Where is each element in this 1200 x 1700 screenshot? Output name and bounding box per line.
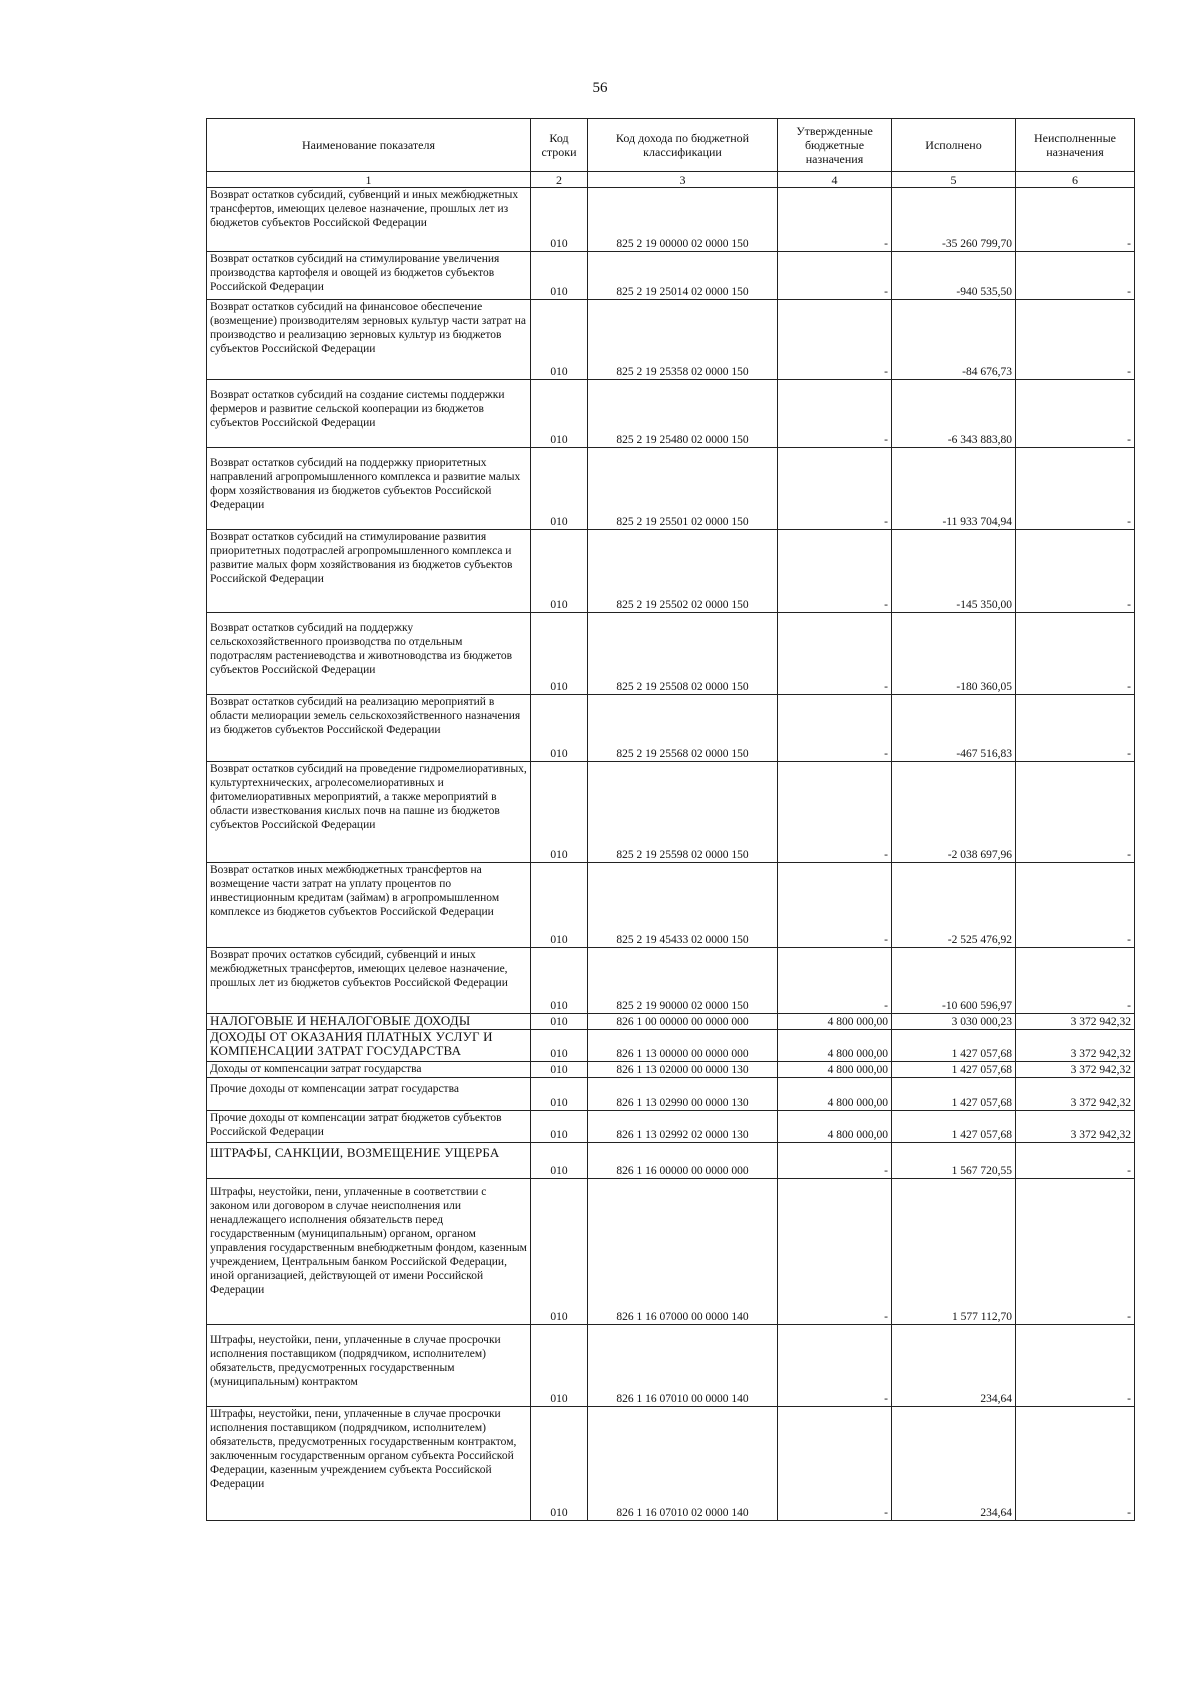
row-unexecuted: - <box>1016 948 1135 1014</box>
row-code: 010 <box>531 530 588 613</box>
table-row <box>207 1407 1135 1521</box>
row-executed: 1 427 057,68 <box>892 1030 1016 1062</box>
row-approved: - <box>778 1179 892 1325</box>
row-unexecuted: - <box>1016 695 1135 762</box>
row-approved: - <box>778 188 892 252</box>
row-approved: - <box>778 1325 892 1407</box>
row-approved: - <box>778 448 892 530</box>
row-kbk: 825 2 19 00000 02 0000 150 <box>588 188 778 252</box>
row-executed: 234,64 <box>892 1325 1016 1407</box>
table-row <box>207 1143 1135 1179</box>
row-approved: - <box>778 530 892 613</box>
row-name: Возврат остатков субсидий на проведение гидромелиоративных, культуртехнических, агролесомелиоративных и фитомелиоративных мероприятий, а также мероприятий в области известкования кислых почв на пашне из бюджетов субъектов Российской Федерации <box>207 762 531 863</box>
row-name: Штрафы, неустойки, пени, уплаченные в случае просрочки исполнения поставщиком (подрядчиком, исполнителем) обязательств, предусмотренных государственным контрактом, заключенным государственным органом субъекта Российской Федерации, казенным учреждением субъекта Российской Федерации <box>207 1407 531 1521</box>
row-unexecuted: - <box>1016 1143 1135 1179</box>
table-row <box>207 613 1135 695</box>
row-approved: 4 800 000,00 <box>778 1111 892 1143</box>
row-code: 010 <box>531 613 588 695</box>
row-unexecuted: - <box>1016 188 1135 252</box>
table-row <box>207 1179 1135 1325</box>
column-number: 5 <box>892 172 1016 188</box>
row-executed: 1 427 057,68 <box>892 1111 1016 1143</box>
row-kbk: 826 1 16 07010 00 0000 140 <box>588 1325 778 1407</box>
row-kbk: 826 1 16 07010 02 0000 140 <box>588 1407 778 1521</box>
row-kbk: 825 2 19 25480 02 0000 150 <box>588 380 778 448</box>
row-name: Штрафы, неустойки, пени, уплаченные в случае просрочки исполнения поставщиком (подрядчиком, исполнителем) обязательств, предусмотренных государственным (муниципальным) контрактом <box>207 1325 531 1407</box>
row-code: 010 <box>531 1111 588 1143</box>
table-row <box>207 1030 1135 1062</box>
table-row <box>207 380 1135 448</box>
row-approved: - <box>778 948 892 1014</box>
row-approved: 4 800 000,00 <box>778 1062 892 1078</box>
row-kbk: 826 1 13 02000 00 0000 130 <box>588 1062 778 1078</box>
header-line-code: Код строки <box>531 119 588 172</box>
row-unexecuted: - <box>1016 448 1135 530</box>
row-code: 010 <box>531 188 588 252</box>
row-name: Возврат остатков субсидий, субвенций и иных межбюджетных трансфертов, имеющих целевое назначение, прошлых лет из бюджетов субъектов Российской Федерации <box>207 188 531 252</box>
row-code: 010 <box>531 1062 588 1078</box>
row-unexecuted: - <box>1016 1407 1135 1521</box>
row-approved: 4 800 000,00 <box>778 1030 892 1062</box>
row-name: Доходы от компенсации затрат государства <box>207 1062 531 1078</box>
row-unexecuted: - <box>1016 863 1135 948</box>
row-kbk: 826 1 13 02990 00 0000 130 <box>588 1078 778 1111</box>
row-code: 010 <box>531 1143 588 1179</box>
row-executed: -940 535,50 <box>892 252 1016 300</box>
row-executed: 3 030 000,23 <box>892 1014 1016 1030</box>
column-number-row <box>207 172 1135 188</box>
row-code: 010 <box>531 252 588 300</box>
row-kbk: 825 2 19 25568 02 0000 150 <box>588 695 778 762</box>
row-kbk: 825 2 19 25598 02 0000 150 <box>588 762 778 863</box>
row-executed: 1 577 112,70 <box>892 1179 1016 1325</box>
table-row <box>207 948 1135 1014</box>
row-name: ДОХОДЫ ОТ ОКАЗАНИЯ ПЛАТНЫХ УСЛУГ И КОМПЕНСАЦИИ ЗАТРАТ ГОСУДАРСТВА <box>207 1030 531 1062</box>
row-code: 010 <box>531 762 588 863</box>
row-code: 010 <box>531 1179 588 1325</box>
page-number: 56 <box>592 80 608 96</box>
row-executed: -35 260 799,70 <box>892 188 1016 252</box>
row-code: 010 <box>531 1407 588 1521</box>
row-approved: - <box>778 613 892 695</box>
column-number: 1 <box>207 172 531 188</box>
row-executed: 1 427 057,68 <box>892 1078 1016 1111</box>
row-executed: -180 360,05 <box>892 613 1016 695</box>
row-executed: -145 350,00 <box>892 530 1016 613</box>
row-approved: - <box>778 762 892 863</box>
row-unexecuted: - <box>1016 1179 1135 1325</box>
row-name: Возврат остатков иных межбюджетных трансфертов на возмещение части затрат на уплату процентов по инвестиционным кредитам (займам) в агропромышленном комплексе из бюджетов субъектов Российской Федерации <box>207 863 531 948</box>
table-row <box>207 695 1135 762</box>
header-budget-classification-code: Код дохода по бюджетной классификации <box>588 119 778 172</box>
row-name: Возврат остатков субсидий на поддержку приоритетных направлений агропромышленного комплекса и развитие малых форм хозяйствования из бюджетов субъектов Российской Федерации <box>207 448 531 530</box>
row-approved: - <box>778 1407 892 1521</box>
table-row <box>207 1062 1135 1078</box>
column-number: 4 <box>778 172 892 188</box>
row-kbk: 825 2 19 25501 02 0000 150 <box>588 448 778 530</box>
row-approved: - <box>778 1143 892 1179</box>
row-approved: - <box>778 863 892 948</box>
row-unexecuted: - <box>1016 613 1135 695</box>
row-unexecuted: - <box>1016 252 1135 300</box>
row-code: 010 <box>531 1078 588 1111</box>
row-name: Прочие доходы от компенсации затрат государства <box>207 1078 531 1111</box>
row-code: 010 <box>531 1030 588 1062</box>
row-kbk: 825 2 19 45433 02 0000 150 <box>588 863 778 948</box>
row-code: 010 <box>531 300 588 380</box>
row-kbk: 825 2 19 25358 02 0000 150 <box>588 300 778 380</box>
row-code: 010 <box>531 448 588 530</box>
header-indicator-name: Наименование показателя <box>207 119 531 172</box>
row-unexecuted: - <box>1016 762 1135 863</box>
row-kbk: 826 1 13 02992 02 0000 130 <box>588 1111 778 1143</box>
row-name: Прочие доходы от компенсации затрат бюджетов субъектов Российской Федерации <box>207 1111 531 1143</box>
table-row <box>207 1325 1135 1407</box>
table-row <box>207 1111 1135 1143</box>
column-number: 2 <box>531 172 588 188</box>
row-unexecuted: - <box>1016 1325 1135 1407</box>
row-code: 010 <box>531 695 588 762</box>
row-approved: - <box>778 300 892 380</box>
row-kbk: 825 2 19 90000 02 0000 150 <box>588 948 778 1014</box>
table-row <box>207 863 1135 948</box>
row-code: 010 <box>531 948 588 1014</box>
row-name: Штрафы, неустойки, пени, уплаченные в соответствии с законом или договором в случае неисполнения или ненадлежащего исполнения обязательств перед государственным (муниципальным) органом, органом управления государственным внебюджетным фондом, казенным учреждением, Центральным банком Российской Федерации, иной организацией, действующей от имени Российской Федерации <box>207 1179 531 1325</box>
row-kbk: 826 1 16 00000 00 0000 000 <box>588 1143 778 1179</box>
table-row <box>207 1078 1135 1111</box>
table-row <box>207 188 1135 252</box>
row-executed: -11 933 704,94 <box>892 448 1016 530</box>
row-name: ШТРАФЫ, САНКЦИИ, ВОЗМЕЩЕНИЕ УЩЕРБА <box>207 1143 531 1179</box>
table-row <box>207 530 1135 613</box>
row-kbk: 825 2 19 25014 02 0000 150 <box>588 252 778 300</box>
row-code: 010 <box>531 380 588 448</box>
row-unexecuted: 3 372 942,32 <box>1016 1030 1135 1062</box>
row-unexecuted: 3 372 942,32 <box>1016 1014 1135 1030</box>
header-executed: Исполнено <box>892 119 1016 172</box>
row-name: Возврат остатков субсидий на реализацию мероприятий в области мелиорации земель сельскохозяйственного назначения из бюджетов субъектов Российской Федерации <box>207 695 531 762</box>
row-name: Возврат остатков субсидий на создание системы поддержки фермеров и развитие сельской кооперации из бюджетов субъектов Российской Федерации <box>207 380 531 448</box>
table-row <box>207 762 1135 863</box>
row-executed: 234,64 <box>892 1407 1016 1521</box>
row-name: Возврат остатков субсидий на финансовое обеспечение (возмещение) производителям зерновых культур части затрат на производство и реализацию зерновых культур из бюджетов субъектов Российской Федерации <box>207 300 531 380</box>
table-row <box>207 1014 1135 1030</box>
row-unexecuted: - <box>1016 530 1135 613</box>
row-name: НАЛОГОВЫЕ И НЕНАЛОГОВЫЕ ДОХОДЫ <box>207 1014 531 1030</box>
row-unexecuted: - <box>1016 300 1135 380</box>
row-executed: -10 600 596,97 <box>892 948 1016 1014</box>
table-row <box>207 252 1135 300</box>
row-approved: 4 800 000,00 <box>778 1014 892 1030</box>
row-unexecuted: 3 372 942,32 <box>1016 1062 1135 1078</box>
column-number: 3 <box>588 172 778 188</box>
row-name: Возврат остатков субсидий на поддержку сельскохозяйственного производства по отдельным подотраслям растениеводства и животноводства из бюджетов субъектов Российской Федерации <box>207 613 531 695</box>
row-code: 010 <box>531 1325 588 1407</box>
table-row <box>207 300 1135 380</box>
row-name: Возврат остатков субсидий на стимулирование увеличения производства картофеля и овощей из бюджетов субъектов Российской Федерации <box>207 252 531 300</box>
row-executed: -6 343 883,80 <box>892 380 1016 448</box>
row-executed: 1 427 057,68 <box>892 1062 1016 1078</box>
row-code: 010 <box>531 863 588 948</box>
header-unexecuted: Неисполненные назначения <box>1016 119 1135 172</box>
column-number: 6 <box>1016 172 1135 188</box>
row-executed: -84 676,73 <box>892 300 1016 380</box>
header-row <box>207 119 1135 172</box>
row-kbk: 825 2 19 25508 02 0000 150 <box>588 613 778 695</box>
row-executed: -467 516,83 <box>892 695 1016 762</box>
header-approved: Утвержденные бюджетные назначения <box>778 119 892 172</box>
row-approved: - <box>778 252 892 300</box>
row-unexecuted: 3 372 942,32 <box>1016 1111 1135 1143</box>
row-kbk: 826 1 00 00000 00 0000 000 <box>588 1014 778 1030</box>
row-unexecuted: - <box>1016 380 1135 448</box>
table-row <box>207 448 1135 530</box>
row-approved: 4 800 000,00 <box>778 1078 892 1111</box>
row-kbk: 826 1 16 07000 00 0000 140 <box>588 1179 778 1325</box>
row-name: Возврат остатков субсидий на стимулирование развития приоритетных подотраслей агропромышленного комплекса и развитие малых форм хозяйствования из бюджетов субъектов Российской Федерации <box>207 530 531 613</box>
row-executed: -2 525 476,92 <box>892 863 1016 948</box>
row-kbk: 825 2 19 25502 02 0000 150 <box>588 530 778 613</box>
row-name: Возврат прочих остатков субсидий, субвенций и иных межбюджетных трансфертов, имеющих целевое назначение, прошлых лет из бюджетов субъектов Российской Федерации <box>207 948 531 1014</box>
row-executed: 1 567 720,55 <box>892 1143 1016 1179</box>
row-unexecuted: 3 372 942,32 <box>1016 1078 1135 1111</box>
row-approved: - <box>778 695 892 762</box>
row-approved: - <box>778 380 892 448</box>
budget-revenue-table <box>206 118 1135 1521</box>
row-kbk: 826 1 13 00000 00 0000 000 <box>588 1030 778 1062</box>
row-executed: -2 038 697,96 <box>892 762 1016 863</box>
row-code: 010 <box>531 1014 588 1030</box>
